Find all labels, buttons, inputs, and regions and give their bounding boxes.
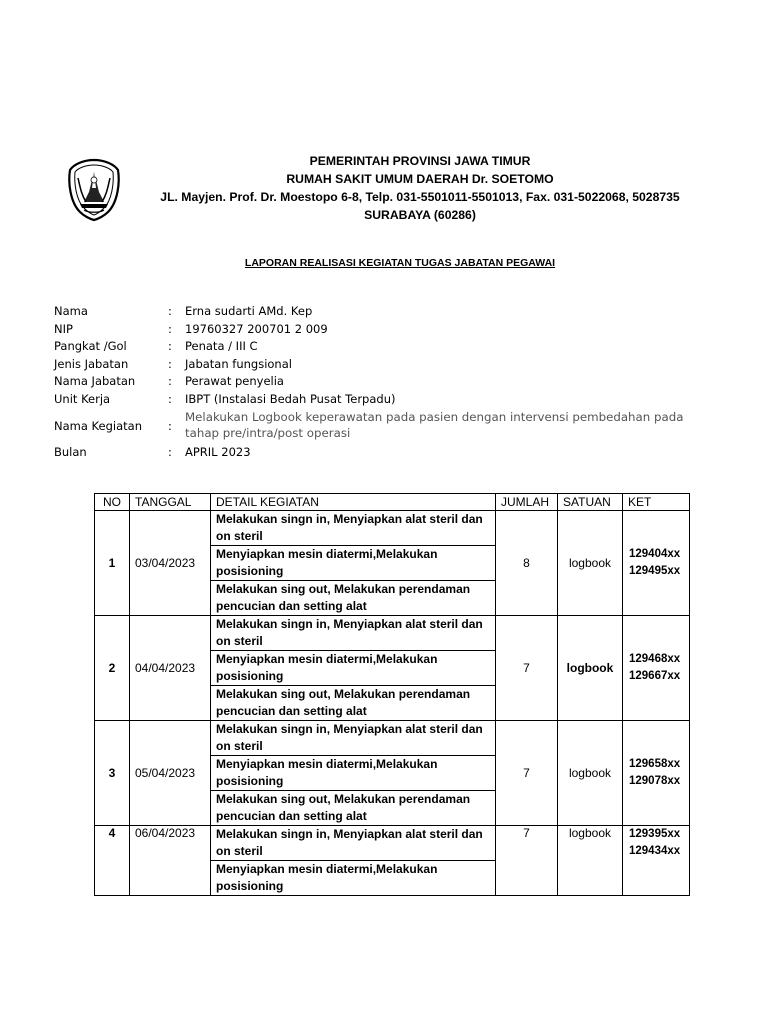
info-value: APRIL 2023 xyxy=(185,445,251,459)
activity-detail: Melakukan sing out, Melakukan perendaman pencucian dan setting alat xyxy=(211,791,496,826)
column-header-satuan: SATUAN xyxy=(558,494,623,511)
table-row xyxy=(95,616,690,651)
info-value: Perawat penyelia xyxy=(185,374,284,388)
row-number: 4 xyxy=(95,826,130,896)
row-ket xyxy=(623,616,690,721)
ket-code: 129404xx xyxy=(629,548,681,560)
info-label: Nama Kegiatan xyxy=(54,419,142,433)
activity-detail: Menyiapkan mesin diatermi,Melakukan posisioning xyxy=(211,546,496,581)
activity-detail: Melakukan sing out, Melakukan perendaman pencucian dan setting alat xyxy=(211,581,496,616)
ket-code: 129395xx xyxy=(629,828,681,840)
info-label: Bulan xyxy=(54,445,87,459)
info-value: 19760327 200701 2 009 xyxy=(185,321,328,336)
info-label: NIP xyxy=(54,321,73,336)
letterhead-line-1: PEMERINTAH PROVINSI JAWA TIMUR xyxy=(309,154,531,168)
table-row xyxy=(95,826,690,861)
info-label: Nama Jabatan xyxy=(54,374,136,388)
row-jumlah: 7 xyxy=(496,826,558,896)
info-colon: : xyxy=(168,419,172,433)
info-label: Pangkat /Gol xyxy=(54,339,127,353)
letterhead xyxy=(140,152,700,224)
column-header-detail: DETAIL KEGIATAN xyxy=(211,494,496,511)
info-colon: : xyxy=(168,374,172,388)
row-number: 3 xyxy=(95,721,130,826)
ket-code: 129667xx xyxy=(629,670,681,682)
row-date: 03/04/2023 xyxy=(130,511,211,616)
column-header-ket: KET xyxy=(623,494,690,511)
table-header-row xyxy=(95,494,690,511)
info-colon: : xyxy=(168,445,172,459)
row-jumlah: 7 xyxy=(496,721,558,826)
info-value: Melakukan Logbook keperawatan pada pasien dengan intervensi pembedahan pada tahap pre/intra/post operasi xyxy=(185,410,684,440)
ket-code: 129434xx xyxy=(629,845,681,857)
row-jumlah: 8 xyxy=(496,511,558,616)
activity-detail: Menyiapkan mesin diatermi,Melakukan posisioning xyxy=(211,861,496,896)
row-ket xyxy=(623,721,690,826)
ket-code: 129468xx xyxy=(629,653,681,665)
info-value: Erna sudarti AMd. Kep xyxy=(185,304,313,318)
letterhead-address: JL. Mayjen. Prof. Dr. Moestopo 6-8, Telp. 031-5501011-5501013, Fax. 031-5022068, 5028735 xyxy=(160,190,680,204)
info-value: Penata / III C xyxy=(185,339,258,353)
letterhead-line-2: RUMAH SAKIT UMUM DAERAH Dr. SOETOMO xyxy=(286,172,554,186)
row-date: 04/04/2023 xyxy=(130,616,211,721)
info-colon: : xyxy=(168,304,172,318)
row-date: 06/04/2023 xyxy=(130,826,211,896)
info-colon: : xyxy=(168,391,172,406)
info-label: Unit Kerja xyxy=(54,391,111,406)
row-ket xyxy=(623,826,690,896)
activity-table xyxy=(94,493,690,896)
activity-detail: Menyiapkan mesin diatermi,Melakukan posisioning xyxy=(211,756,496,791)
ket-code: 129495xx xyxy=(629,565,681,577)
activity-detail: Melakukan singn in, Menyiapkan alat steril dan on steril xyxy=(211,616,496,651)
info-colon: : xyxy=(168,339,172,353)
table-row xyxy=(95,511,690,546)
row-number: 2 xyxy=(95,616,130,721)
letterhead-city: SURABAYA (60286) xyxy=(364,208,476,222)
activity-detail: Melakukan singn in, Menyiapkan alat steril dan on steril xyxy=(211,511,496,546)
table-row xyxy=(95,721,690,756)
row-satuan: logbook xyxy=(558,616,623,721)
info-colon: : xyxy=(168,356,172,371)
activity-detail: Melakukan sing out, Melakukan perendaman pencucian dan setting alat xyxy=(211,686,496,721)
row-satuan: logbook xyxy=(558,826,623,896)
info-colon: : xyxy=(168,321,172,336)
column-header-tanggal: TANGGAL xyxy=(130,494,211,511)
document-title: LAPORAN REALISASI KEGIATAN TUGAS JABATAN PEGAWAI xyxy=(244,257,556,269)
row-date: 05/04/2023 xyxy=(130,721,211,826)
column-header-no: NO xyxy=(95,494,130,511)
row-ket xyxy=(623,511,690,616)
info-label: Jenis Jabatan xyxy=(54,356,129,371)
column-header-jumlah: JUMLAH xyxy=(496,494,558,511)
activity-detail: Menyiapkan mesin diatermi,Melakukan posisioning xyxy=(211,651,496,686)
info-value: Jabatan fungsional xyxy=(185,356,292,371)
activity-detail: Melakukan singn in, Menyiapkan alat steril dan on steril xyxy=(211,721,496,756)
row-satuan: logbook xyxy=(558,721,623,826)
provincial-emblem-logo xyxy=(66,158,122,222)
info-value: IBPT (Instalasi Bedah Pusat Terpadu) xyxy=(185,391,396,406)
ket-code: 129078xx xyxy=(629,775,681,787)
row-number: 1 xyxy=(95,511,130,616)
row-jumlah: 7 xyxy=(496,616,558,721)
row-satuan: logbook xyxy=(558,511,623,616)
ket-code: 129658xx xyxy=(629,758,681,770)
info-label: Nama xyxy=(54,304,88,318)
activity-detail: Melakukan singn in, Menyiapkan alat steril dan on steril xyxy=(211,826,496,861)
